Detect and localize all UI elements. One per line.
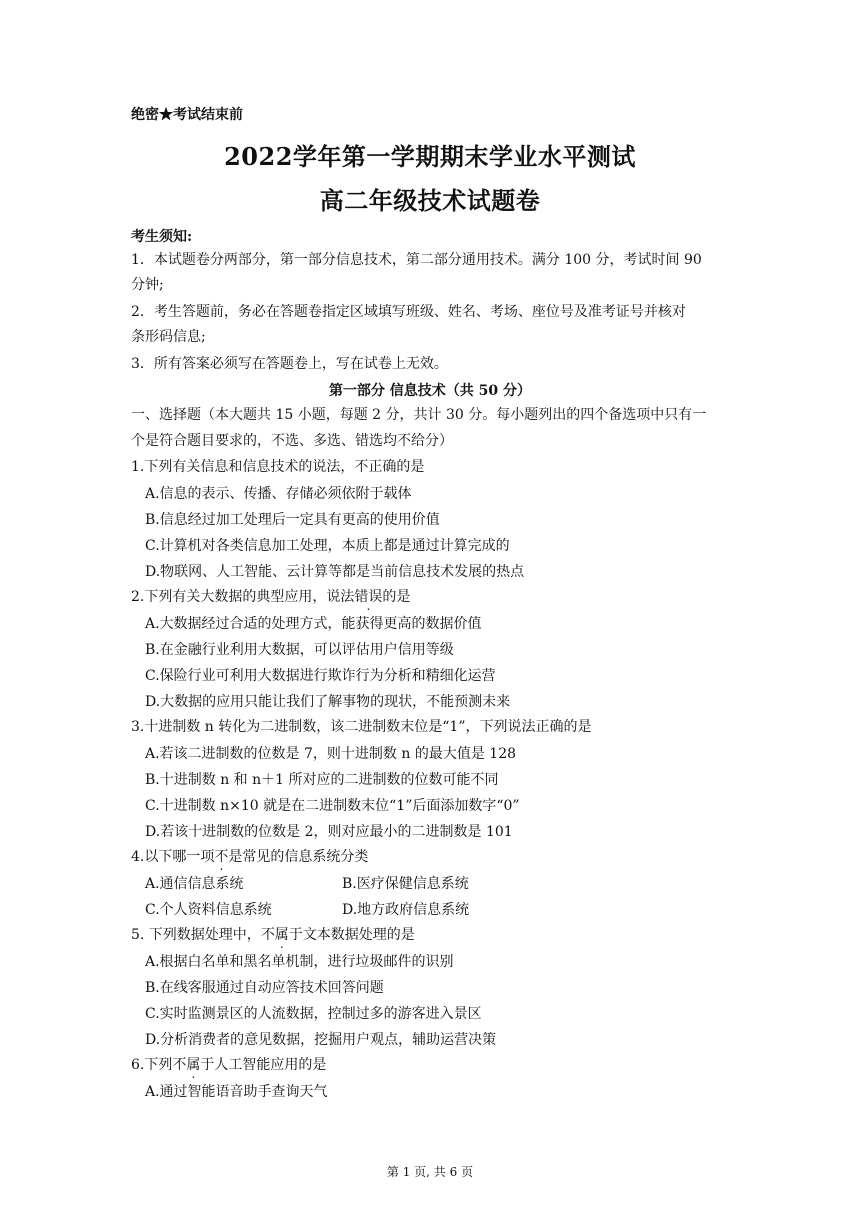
question-stem: 3.十进制数 n 转化为二进制数，该二进制数末位是“1”，下列说法正确的是 xyxy=(131,719,592,735)
answer-option: D.物联网、人工智能、云计算等都是当前信息技术发展的热点 xyxy=(145,564,525,580)
notice-line: 分钟; xyxy=(131,277,164,293)
answer-option: B.信息经过加工处理后一定具有更高的使用价值 xyxy=(145,512,440,528)
answer-option: A.根据白名单和黑名单机制，进行垃圾邮件的识别 xyxy=(145,954,454,970)
question-stem xyxy=(131,587,735,607)
emphasis-text: 不属于 xyxy=(172,1057,215,1073)
confidential-label: 绝密★考试结束前 xyxy=(131,107,243,123)
answer-option: A.通过智能语音助手查询天气 xyxy=(145,1084,328,1100)
question-stem xyxy=(131,925,735,945)
answer-option: A.信息的表示、传播、存储必须依附于载体 xyxy=(145,486,412,502)
notice-line: 3．所有答案必须写在答题卷上，写在试卷上无效。 xyxy=(131,356,448,372)
answer-option: C.保险行业可利用大数据进行欺诈行为分析和精细化运营 xyxy=(145,668,496,684)
stem-text: 是常见的信息系统分类 xyxy=(228,849,369,865)
section-intro: 个是符合题目要求的，不选、多选、错选均不给分） xyxy=(131,433,453,449)
answer-option: D.大数据的应用只能让我们了解事物的现状，不能预测未来 xyxy=(145,694,511,710)
notice-line: 条形码信息; xyxy=(131,329,206,345)
notice-heading: 考生须知: xyxy=(131,229,193,245)
question-stem xyxy=(131,1055,735,1075)
answer-option: B.在线客服通过自动应答技术回答问题 xyxy=(145,980,384,996)
answer-option: D.若该十进制数的位数是 2，则对应最小的二进制数是 101 xyxy=(145,824,513,840)
answer-option: D.分析消费者的意见数据，挖掘用户观点，辅助运营决策 xyxy=(145,1032,497,1048)
answer-option: C.计算机对各类信息加工处理，本质上都是通过计算完成的 xyxy=(145,538,510,554)
answer-option: C.实时监测景区的人流数据，控制过多的游客进入景区 xyxy=(145,1006,482,1022)
notice-line: 2．考生答题前，务必在答题卷指定区域填写班级、姓名、考场、座位号及准考证号并核对 xyxy=(131,304,686,320)
answer-option: C.个人资料信息系统 xyxy=(145,902,272,918)
emphasis-text: 错误 xyxy=(354,589,383,605)
answer-option: A.若该二进制数的位数是 7，则十进制数 n 的最大值是 128 xyxy=(145,746,517,762)
stem-text: 6.下列 xyxy=(131,1057,173,1073)
emphasis-text: 不属于 xyxy=(260,927,303,943)
section-title: 第一部分 信息技术（共 50 分） xyxy=(328,383,532,399)
exam-subtitle: 高二年级技术试题卷 xyxy=(319,186,541,215)
exam-title: 2022学年第一学期期末学业水平测试 xyxy=(224,142,636,171)
notice-line: 1．本试题卷分两部分，第一部分信息技术，第二部分通用技术。满分 100 分，考试时间 90 xyxy=(131,252,702,268)
stem-text: 5. 下列数据处理中， xyxy=(131,927,261,943)
answer-option: D.地方政府信息系统 xyxy=(342,902,470,918)
answer-option: B.医疗保健信息系统 xyxy=(342,876,469,892)
stem-text: 2.下列有关大数据的典型应用，说法 xyxy=(131,589,355,605)
answer-option: B.在金融行业利用大数据，可以评估用户信用等级 xyxy=(145,642,454,658)
stem-text: 4.以下哪一项 xyxy=(131,849,215,865)
answer-option: B.十进制数 n 和 n＋1 所对应的二进制数的位数可能不同 xyxy=(145,772,499,788)
question-stem xyxy=(131,847,735,867)
stem-text: 人工智能应用的是 xyxy=(214,1057,327,1073)
section-intro: 一、选择题（本大题共 15 小题，每题 2 分，共计 30 分。每小题列出的四个备选项中只有一 xyxy=(131,407,707,423)
question-stem: 1.下列有关信息和信息技术的说法，不正确的是 xyxy=(131,459,425,475)
answer-option: A.大数据经过合适的处理方式，能获得更高的数据价值 xyxy=(145,616,482,632)
emphasis-text: 不 xyxy=(214,849,229,865)
stem-text: 文本数据处理的是 xyxy=(302,927,415,943)
answer-option: A.通信信息系统 xyxy=(145,876,244,892)
answer-option: C.十进制数 n×10 就是在二进制数末位“1”后面添加数字“0” xyxy=(145,798,520,814)
stem-text: 的是 xyxy=(382,589,411,605)
page-footer: 第 1 页, 共 6 页 xyxy=(386,1165,474,1179)
